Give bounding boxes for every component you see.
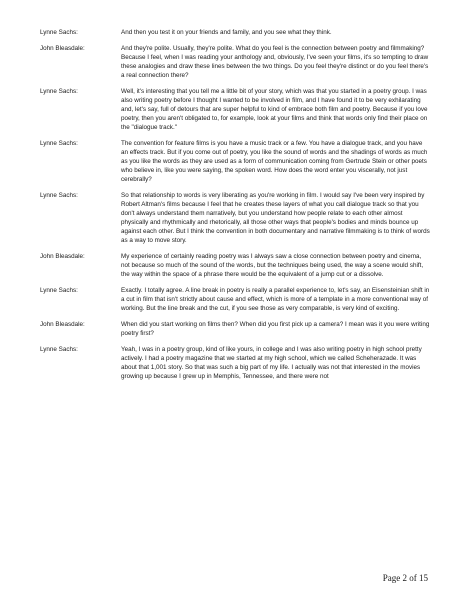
utterance-text: Well, it's interesting that you tell me a little bit of your story, which was that you started in a poetry group. I was also writing poetry before I thought I wanted to be involved in film, and I have found it to be very exhilarating and, let's say, full of detours that are super helpful to kind of embrace both film and poetry. Because if you love poetry, then you aren't obligated to, for example, look at your films and think that words only find their place on the "dialogue track." xyxy=(121,88,428,131)
page-number: Page 2 of 15 xyxy=(382,573,428,583)
speaker-name: Lynne Sachs: xyxy=(40,88,78,95)
transcript-turn xyxy=(40,252,430,279)
utterance-text: And then you test it on your friends and family, and you see what they think. xyxy=(121,29,332,36)
transcript-turn xyxy=(40,191,430,245)
utterance-text: Exactly. I totally agree. A line break in poetry is really a parallel experience to, let's say, an Eisensteinian shift in a cut in film that isn't strictly about cause and effect, which is more of a template in a more conventional way of working. But the line break and the cut, if you see those as very comparable, is very kind of exciting. xyxy=(121,287,430,312)
speaker-name: John Bleasdale: xyxy=(40,253,85,260)
speaker-name: Lynne Sachs: xyxy=(40,346,78,353)
utterance-text: Yeah, I was in a poetry group, kind of like yours, in college and I was also writing poetry in high school pretty actively. I had a poetry magazine that we started at my high school, which we called Scheherazade. It was about that 1,001 story. So that was such a big part of my life. I actually was not that interested in the movies growing up because I grew up in Memphis, Tennessee, and there were not xyxy=(121,346,422,380)
transcript-turn xyxy=(40,286,430,313)
transcript xyxy=(40,28,430,388)
utterance-text: My experience of certainly reading poetry was I always saw a close connection between poetry and cinema, not because so much of the sound of the words, but the techniques being used, the way a scene would shift, the way within the space of a phrase there would be the equivalent of a jump cut or a dissolve. xyxy=(121,253,424,278)
transcript-turn xyxy=(40,139,430,184)
utterance-text: And they're polite. Usually, they're polite. What do you feel is the connection between poetry and filmmaking? Because I feel, when I was reading your anthology and, obviously, I've seen your films, it's so tempting to draw these analogies and draw these lines between the two things. Do you feel they're distinct or do you feel there's a real connection there? xyxy=(121,45,429,79)
speaker-name: Lynne Sachs: xyxy=(40,192,78,199)
utterance-text: When did you start working on films then? When did you first pick up a camera? I mean was it you were writing poetry first? xyxy=(121,321,430,337)
transcript-turn xyxy=(40,345,430,381)
transcript-turn xyxy=(40,87,430,132)
transcript-turn xyxy=(40,44,430,80)
speaker-name: Lynne Sachs: xyxy=(40,287,78,294)
speaker-name: John Bleasdale: xyxy=(40,321,85,328)
speaker-name: Lynne Sachs: xyxy=(40,140,78,147)
utterance-text: So that relationship to words is very liberating as you're working in film. I would say I've been very inspired by Robert Altman's films because I feel that he creates these layers of what you call dialogue track so that you don't always understand them narratively, but you understand how people relate to each other almost physically and rhythmically and rhetorically, all those other ways that people's bodies and minds bounce up against each other. But I think the convention in both documentary and narrative filmmaking is to think of words as a way to move story. xyxy=(121,192,430,244)
transcript-turn xyxy=(40,320,430,338)
speaker-name: John Bleasdale: xyxy=(40,45,85,52)
utterance-text: The convention for feature films is you have a music track or a few. You have a dialogue track, and you have an effects track. But if you come out of poetry, you like the sound of words and the shadings of words as much as you like the words as they are used as a form of communication coming from Gertrude Stein or other poets who believe in, like you were saying, the spoken word. How does the word enter you viscerally, not just cerebrally? xyxy=(121,140,428,183)
speaker-name: Lynne Sachs: xyxy=(40,29,78,36)
transcript-turn xyxy=(40,28,430,37)
